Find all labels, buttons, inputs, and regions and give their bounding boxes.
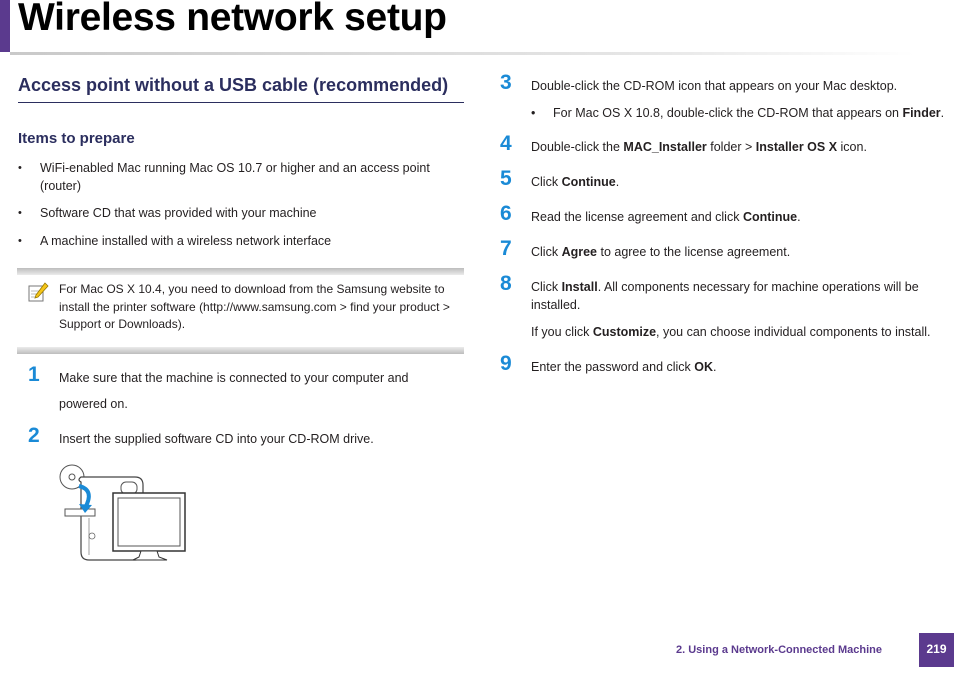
bullet-icon: • xyxy=(18,235,22,247)
page-number: 219 xyxy=(919,633,954,667)
step-extra-text: If you click Customize, you can choose individual components to install. xyxy=(531,325,931,339)
step-sub-text: For Mac OS X 10.8, double-click the CD-ROM that appears on Finder. xyxy=(553,106,945,120)
step-number: 4 xyxy=(500,132,512,155)
step-text: Enter the password and click OK. xyxy=(531,360,717,374)
note-bottom-border xyxy=(17,347,464,354)
step-text: Double-click the CD-ROM icon that appears on your Mac desktop. xyxy=(531,79,898,93)
note-box xyxy=(17,268,464,354)
step-text: Double-click the MAC_Installer folder > Installer OS X icon. xyxy=(531,140,867,154)
note-top-border xyxy=(17,268,464,275)
step-text: Click Agree to agree to the license agreement. xyxy=(531,245,791,259)
step-number: 7 xyxy=(500,237,512,260)
bullet-icon: • xyxy=(18,162,22,174)
items-to-prepare-heading: Items to prepare xyxy=(18,130,135,147)
step-number: 8 xyxy=(500,272,512,295)
bullet-icon: • xyxy=(18,207,22,219)
step-number: 2 xyxy=(28,424,40,447)
section-divider xyxy=(18,102,464,103)
step-text: Click Install. All components necessary for machine operations will be installed. xyxy=(531,280,919,312)
step-number: 5 xyxy=(500,167,512,190)
footer-chapter-label: 2. Using a Network-Connected Machine xyxy=(676,644,882,656)
step-number: 3 xyxy=(500,71,512,94)
bullet-icon: • xyxy=(531,106,536,120)
title-divider xyxy=(10,52,915,55)
step-text: Read the license agreement and click Continue. xyxy=(531,210,801,224)
step-text: Insert the supplied software CD into your CD-ROM drive. xyxy=(59,432,374,446)
list-item-text: WiFi-enabled Mac running Mac OS 10.7 or higher and an access point (router) xyxy=(40,161,430,193)
step-text: Make sure that the machine is connected to your computer and xyxy=(59,371,409,385)
pencil-note-icon xyxy=(27,282,49,304)
list-item-text: Software CD that was provided with your machine xyxy=(40,206,317,220)
step-text: Click Continue. xyxy=(531,175,620,189)
step-number: 6 xyxy=(500,202,512,225)
note-text: For Mac OS X 10.4, you need to download from the Samsung website to install the printer software (http://www.samsung.com > find your product > Support or Downloads). xyxy=(59,282,450,331)
step-text: powered on. xyxy=(59,397,128,411)
title-accent-bar xyxy=(0,0,10,52)
section-heading: Access point without a USB cable (recommended) xyxy=(18,75,449,95)
step-number: 1 xyxy=(28,363,40,386)
page-title: Wireless network setup xyxy=(18,0,447,39)
list-item-text: A machine installed with a wireless network interface xyxy=(40,234,332,248)
step-number: 9 xyxy=(500,352,512,375)
mac-cd-insert-illustration xyxy=(55,460,189,565)
